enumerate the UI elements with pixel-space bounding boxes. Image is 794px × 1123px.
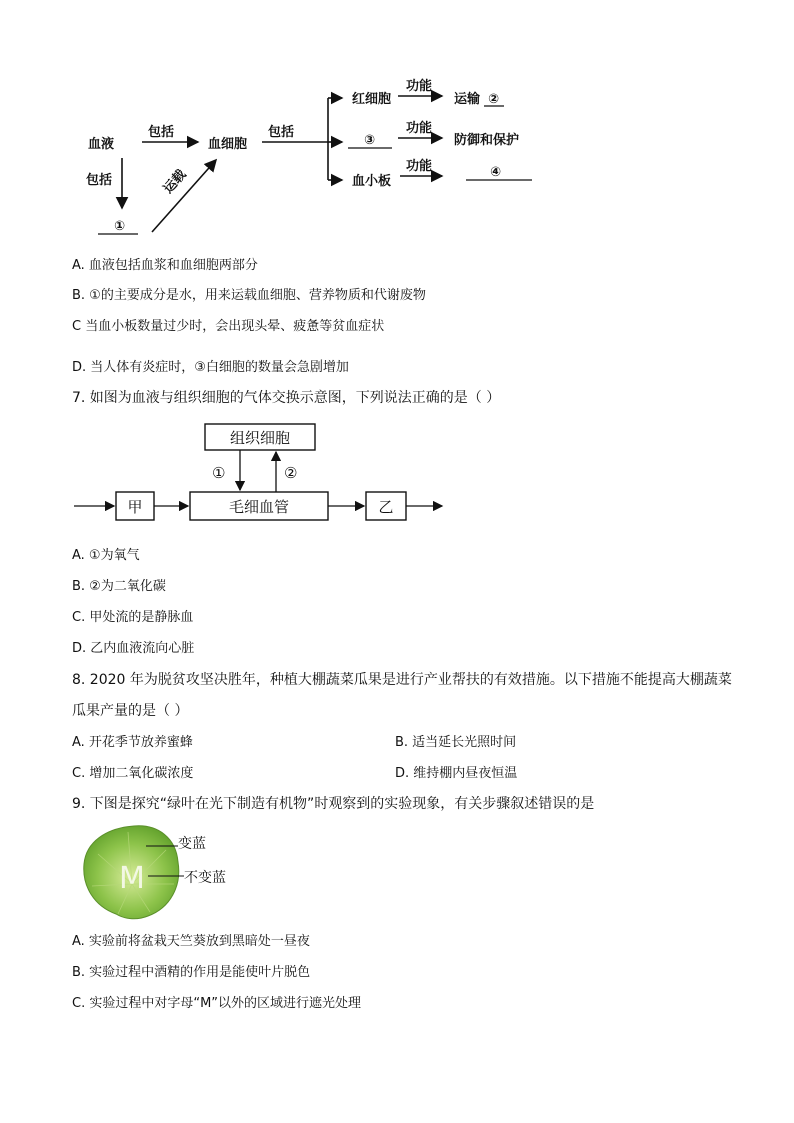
q6-option-c: C 当血小板数量过少时，会出现头晕、疲惫等贫血症状 — [72, 319, 385, 334]
leaf-experiment-image — [78, 824, 248, 924]
circle-2-label: ② — [488, 92, 500, 107]
rbc-label: 红细胞 — [352, 92, 392, 107]
q7-option-a: A. ①为氧气 — [72, 548, 140, 563]
q8-stem-line-1: 8. 2020 年为脱贫攻坚决胜年，种植大棚蔬菜瓜果是进行产业帮扶的有效措施。以下措施不能提高大棚蔬菜 — [72, 672, 732, 688]
defense-label: 防御和保护 — [454, 133, 520, 148]
blood-composition-diagram — [70, 72, 550, 242]
blood-label: 血液 — [88, 137, 115, 152]
jia-box: 甲 — [127, 498, 143, 516]
transport-carry-label: 运载 — [160, 167, 190, 197]
tissue-cell-box: 组织细胞 — [229, 429, 291, 447]
capillary-box: 毛细血管 — [228, 498, 290, 516]
q9-option-c: C. 实验过程中对字母“M”以外的区域进行遮光处理 — [72, 996, 362, 1011]
circle-3-label: ③ — [364, 133, 376, 148]
q6-option-d: D. 当人体有炎症时，③白细胞的数量会急剧增加 — [72, 360, 349, 375]
q9-option-a: A. 实验前将盆栽天竺葵放到黑暗处一昼夜 — [72, 934, 310, 949]
includes-label-1: 包括 — [148, 125, 175, 140]
blood-cells-label: 血细胞 — [208, 137, 248, 152]
q7-option-c: C. 甲处流的是静脉血 — [72, 610, 194, 625]
q8-option-b: B. 适当延长光照时间 — [395, 735, 517, 750]
leaf-letter-m: M — [119, 861, 145, 896]
q8-stem-line-2: 瓜果产量的是（ ） — [72, 703, 189, 719]
arrow-2-label: ② — [284, 464, 298, 482]
q7-option-d: D. 乙内血液流向心脏 — [72, 641, 195, 656]
plasma-circle-1: ① — [114, 219, 126, 234]
function-label-3: 功能 — [406, 159, 433, 174]
function-label-2: 功能 — [406, 121, 433, 136]
function-label-1: 功能 — [406, 79, 433, 94]
q9-option-b: B. 实验过程中酒精的作用是能使叶片脱色 — [72, 965, 311, 980]
q8-option-a: A. 开花季节放养蜜蜂 — [72, 735, 193, 750]
q8-option-d: D. 维持棚内昼夜恒温 — [395, 766, 518, 781]
q7-option-b: B. ②为二氧化碳 — [72, 579, 166, 594]
arrow-1-label: ① — [212, 464, 226, 482]
transport-func-label: 运输 — [454, 92, 481, 107]
q8-option-c: C. 增加二氧化碳浓度 — [72, 766, 194, 781]
includes-label-3: 包括 — [268, 125, 295, 140]
q7-stem: 7. 如图为血液与组织细胞的气体交换示意图，下列说法正确的是（ ） — [72, 390, 501, 406]
platelet-label: 血小板 — [352, 174, 392, 189]
q6-option-a: A. 血液包括血浆和血细胞两部分 — [72, 258, 258, 273]
gas-exchange-diagram — [70, 418, 460, 526]
q9-stem: 9. 下图是探究“绿叶在光下制造有机物”时观察到的实验现象，有关步骤叙述错误的是 — [72, 796, 595, 812]
yi-box: 乙 — [378, 498, 394, 516]
label-not-blue: 不变蓝 — [184, 870, 226, 886]
label-turns-blue: 变蓝 — [178, 836, 206, 852]
q6-option-b: B. ①的主要成分是水，用来运载血细胞、营养物质和代谢废物 — [72, 288, 426, 303]
circle-4-label: ④ — [490, 165, 502, 180]
includes-label-2: 包括 — [86, 173, 113, 188]
